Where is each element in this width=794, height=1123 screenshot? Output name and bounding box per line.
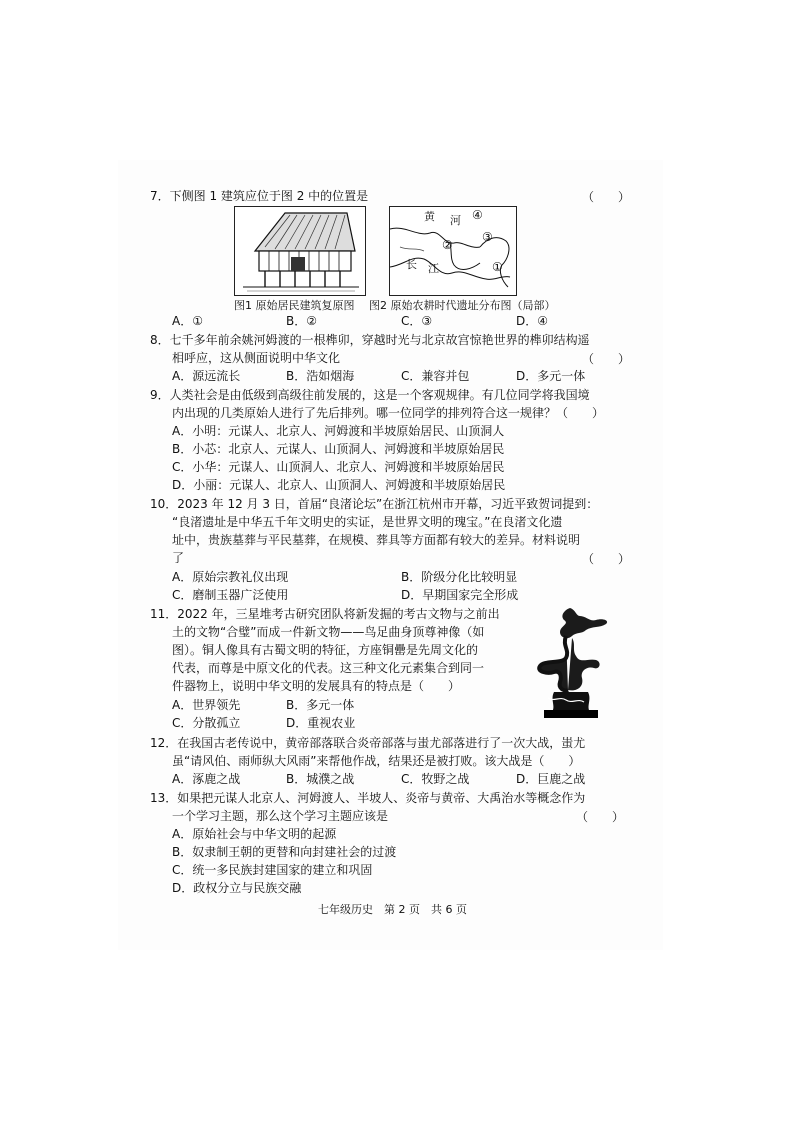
q8-stem-line2: 相呼应，这从侧面说明中华文化 [172, 351, 341, 365]
q7-option-c[interactable]: C．③ [401, 314, 433, 328]
fig2-caption: 图2 原始农耕时代遗址分布图（局部） [369, 299, 556, 312]
q10-option-a[interactable]: A．原始宗教礼仪出现 [172, 570, 289, 584]
q9-option-c[interactable]: C．小华：元谋人、山顶洞人、北京人、河姆渡和半坡原始居民 [172, 460, 505, 474]
q9-option-b[interactable]: B．小芯：北京人、元谋人、山顶洞人、河姆渡和半坡原始居民 [172, 442, 505, 456]
q10-stem-line1: 10．2023 年 12 月 3 日，首届“良渚论坛”在浙江杭州市开幕，习近平致贺词提到： [150, 497, 599, 511]
q11-option-c[interactable]: C．分散孤立 [172, 716, 241, 730]
q10-stem-line3: 址中，贵族墓葬与平民墓葬，在规模、葬具等方面都有较大的差异。材料说明 [172, 533, 581, 547]
q12-option-d[interactable]: D．巨鹿之战 [516, 772, 586, 786]
bronze-statue-image [530, 606, 612, 720]
q11-stem-line1: 11．2022 年，三星堆考古研究团队将新发掘的考古文物与之前出 [150, 607, 500, 621]
fig1-caption: 图1 原始居民建筑复原图 [234, 299, 355, 312]
bronze-statue-silhouette [530, 606, 612, 720]
q11-option-a[interactable]: A．世界领先 [172, 698, 241, 712]
fig2-site-map [389, 206, 517, 296]
map-label-chang: 长 [406, 258, 417, 271]
q11-option-d[interactable]: D．重视农业 [286, 716, 356, 730]
q13-option-a[interactable]: A．原始社会与中华文明的起源 [172, 827, 337, 841]
q11-option-b[interactable]: B．多元一体 [286, 698, 355, 712]
q13-stem-line2: 一个学习主题，那么这个学习主题应该是 [172, 809, 389, 823]
q10-stem-line2: “良渚遗址是中华五千年文明史的实证，是世界文明的瑰宝。”在良渚文化遗 [172, 515, 563, 529]
q11-stem-line3: 图）。铜人像具有古蜀文明的特征，方座铜罍是先周文化的 [172, 643, 479, 657]
q9-option-a[interactable]: A．小明：元谋人、北京人、河姆渡和半坡原始居民、山顶洞人 [172, 424, 505, 438]
q12-stem-line1: 12．在我国古老传说中，黄帝部落联合炎帝部落与蚩尤部落进行了一次大战，蚩尤 [150, 736, 586, 750]
q9-stem-line2: 内出现的几类原始人进行了先后排列。哪一位同学的排列符合这一规律？（ ） [172, 406, 605, 420]
q7-option-b[interactable]: B．② [286, 314, 317, 328]
map-marker-4: ④ [472, 208, 483, 222]
q8-option-c[interactable]: C．兼容并包 [401, 369, 470, 383]
q10-option-c[interactable]: C．磨制玉器广泛使用 [172, 588, 289, 602]
q7-stem: 7．下侧图 1 建筑应位于图 2 中的位置是 [150, 189, 369, 203]
q10-option-b[interactable]: B．阶级分化比较明显 [401, 570, 518, 584]
q8-answer-paren: （ ） [582, 352, 631, 366]
q8-option-d[interactable]: D．多元一体 [516, 369, 586, 383]
q7-answer-paren: （ ） [582, 190, 631, 204]
q12-option-a[interactable]: A．涿鹿之战 [172, 772, 241, 786]
q12-option-c[interactable]: C．牧野之战 [401, 772, 470, 786]
q13-option-b[interactable]: B．奴隶制王朝的更替和向封建社会的过渡 [172, 845, 397, 859]
q12-option-b[interactable]: B．城濮之战 [286, 772, 355, 786]
q13-option-c[interactable]: C．统一多民族封建国家的建立和巩固 [172, 863, 373, 877]
q13-answer-paren: （ ） [576, 810, 625, 824]
q9-stem-line1: 9．人类社会是由低级到高级往前发展的，这是一个客观规律。有几位同学将我国境 [150, 388, 590, 402]
q11-stem-line2: 土的文物“合璧”而成一件新文物——鸟足曲身顶尊神像（如 [172, 625, 485, 639]
stilt-house-drawing [235, 207, 365, 295]
q7-option-a[interactable]: A．① [172, 314, 203, 328]
q8-stem-line1: 8．七千多年前余姚河姆渡的一根榫卯，穿越时光与北京故宫惊艳世界的榫卯结构遥 [150, 333, 590, 347]
q8-option-a[interactable]: A．源远流长 [172, 369, 241, 383]
map-label-huang: 黄 [424, 210, 435, 223]
q7-option-d[interactable]: D．④ [516, 314, 548, 328]
q13-option-d[interactable]: D．政权分立与民族交融 [172, 881, 302, 895]
q11-stem-line4: 代表，而尊是中原文化的代表。这三种文化元素集合到同一 [172, 661, 485, 675]
q10-answer-paren: （ ） [582, 552, 631, 566]
q13-stem-line1: 13．如果把元谋人北京人、河姆渡人、半坡人、炎帝与黄帝、大禹治水等概念作为 [150, 791, 586, 805]
fig1-stilt-house-image [234, 206, 366, 296]
q9-option-d[interactable]: D．小丽：元谋人、北京人、山顶洞人、河姆渡和半坡原始居民 [172, 478, 506, 492]
map-marker-3: ③ [482, 230, 493, 244]
q10-option-d[interactable]: D．早期国家完全形成 [401, 588, 519, 602]
map-marker-2: ② [442, 238, 453, 252]
q11-stem-line5: 件器物上，说明中华文明的发展具有的特点是（ ） [172, 679, 461, 693]
q10-stem-line4: 了 [172, 551, 185, 565]
page-footer: 七年级历史 第 2 页 共 6 页 [318, 903, 467, 916]
map-label-he: 河 [450, 214, 461, 227]
map-label-jiang: 江 [428, 262, 439, 275]
q8-option-b[interactable]: B．浩如烟海 [286, 369, 355, 383]
q12-stem-line2: 虽“请风伯、雨师纵大风雨”来帮他作战，结果还是被打败。该大战是（ ） [172, 754, 581, 768]
map-marker-1: ① [492, 260, 503, 274]
